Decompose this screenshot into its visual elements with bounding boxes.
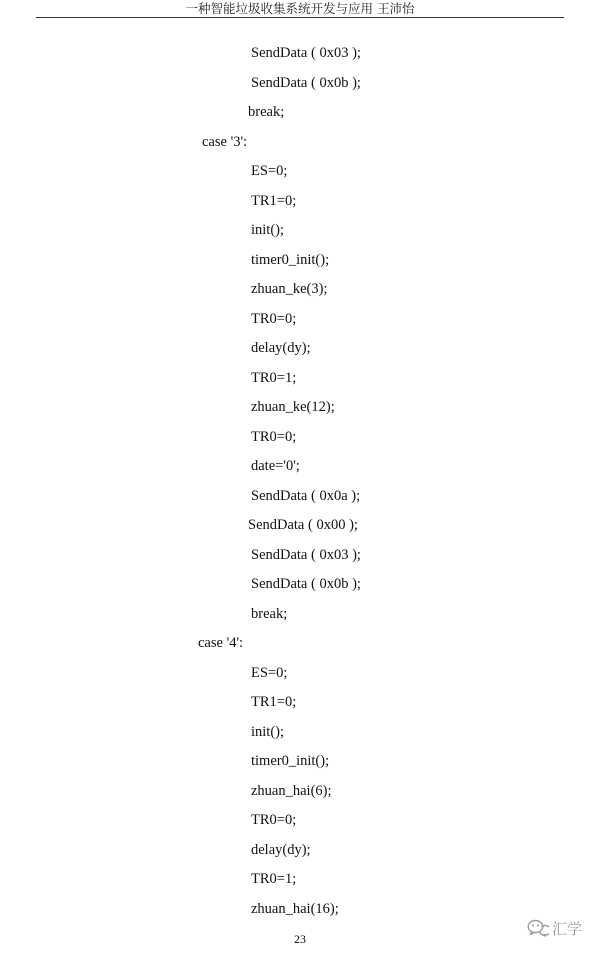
code-line: ES=0;: [251, 665, 288, 681]
page-number: 23: [294, 932, 306, 946]
code-line: delay(dy);: [251, 340, 311, 356]
code-line: zhuan_hai(6);: [251, 783, 332, 799]
code-line: SendData ( 0x00 );: [248, 517, 358, 533]
code-line: TR0=1;: [251, 871, 297, 887]
code-line: case '3':: [202, 134, 248, 150]
code-line: TR0=0;: [251, 812, 297, 828]
code-line: delay(dy);: [251, 842, 311, 858]
code-line: timer0_init();: [251, 252, 330, 268]
code-line: init();: [251, 724, 285, 740]
code-line: SendData ( 0x0b );: [251, 576, 361, 592]
code-line: SendData ( 0x0a );: [251, 488, 361, 504]
code-line: SendData ( 0x03 );: [251, 45, 361, 61]
code-line: zhuan_ke(3);: [251, 281, 328, 297]
code-line: TR1=0;: [251, 193, 297, 209]
watermark-text: 汇学: [552, 919, 583, 938]
code-line: TR1=0;: [251, 694, 297, 710]
code-line: timer0_init();: [251, 753, 330, 769]
code-line: TR0=0;: [251, 429, 297, 445]
code-line: case '4':: [198, 635, 244, 651]
wechat-icon: [527, 919, 549, 937]
code-line: SendData ( 0x0b );: [251, 75, 361, 91]
code-line: SendData ( 0x03 );: [251, 547, 361, 563]
code-line: TR0=1;: [251, 370, 297, 386]
code-line: break;: [248, 104, 285, 120]
code-line: date='0';: [251, 458, 300, 474]
code-line: break;: [251, 606, 288, 622]
header-rule: [36, 17, 564, 18]
code-line: TR0=0;: [251, 311, 297, 327]
wechat-watermark: [527, 917, 582, 939]
code-line: zhuan_hai(16);: [251, 901, 339, 917]
code-line: init();: [251, 222, 285, 238]
code-line: zhuan_ke(12);: [251, 399, 335, 415]
running-header: 一种智能垃圾收集系统开发与应用 王沛怡: [185, 1, 415, 16]
code-line: ES=0;: [251, 163, 288, 179]
